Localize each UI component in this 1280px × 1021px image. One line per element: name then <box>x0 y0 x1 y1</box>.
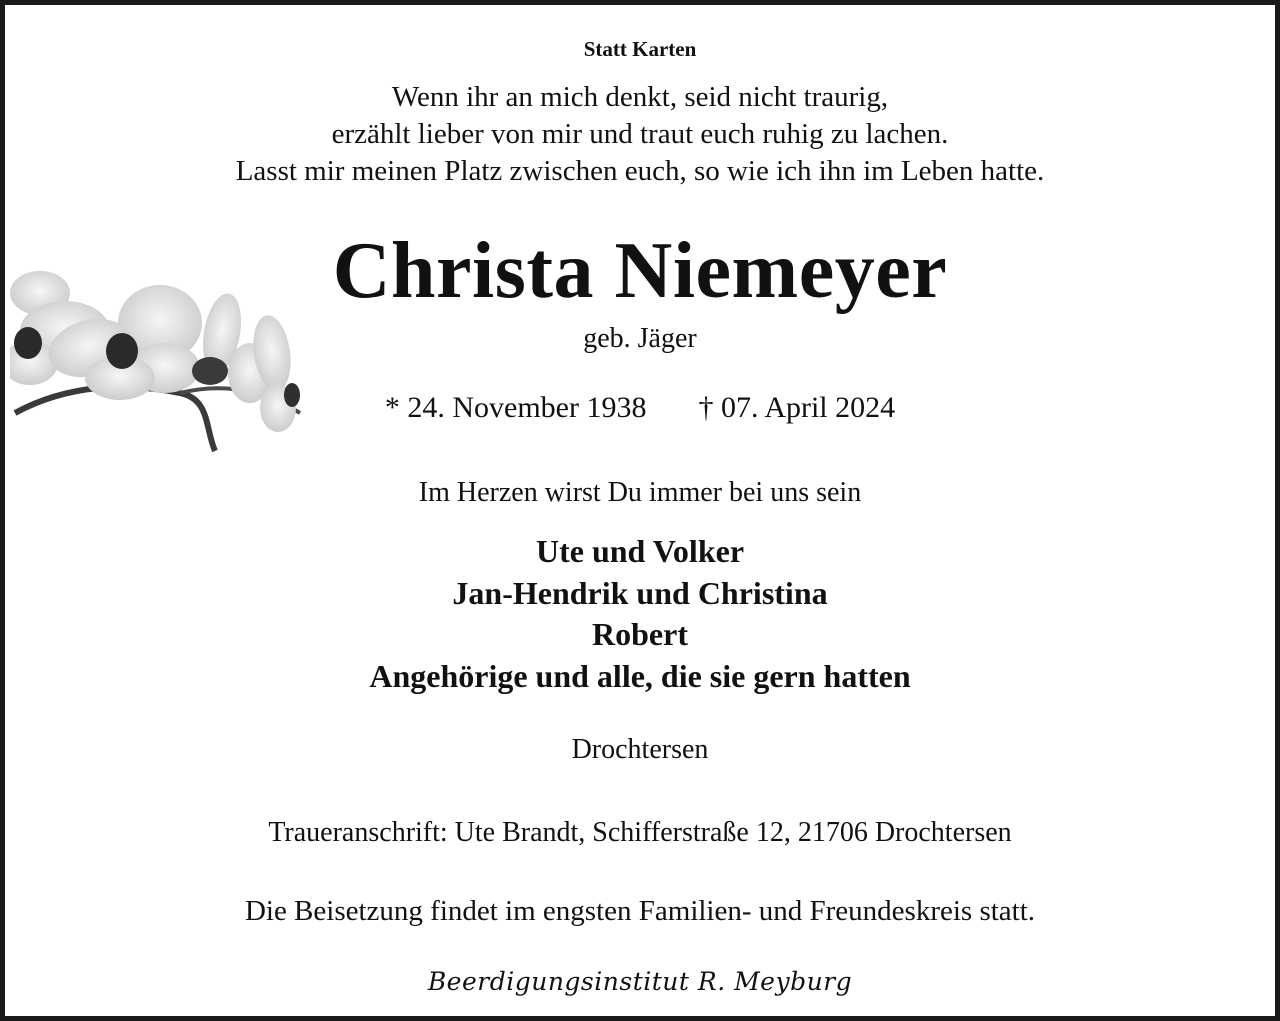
funeral-note: Die Beisetzung findet im engsten Familien- und Freundeskreis statt. <box>244 895 1036 927</box>
deceased-name: Christa Niemeyer <box>332 227 948 315</box>
life-dates <box>5 391 1275 425</box>
poem-line: erzählt lieber von mir und traut euch ruhig zu lachen. <box>331 118 949 150</box>
death-date: † 07. April 2024 <box>698 391 896 424</box>
mourner-line: Ute und Volker <box>535 533 745 569</box>
mourning-address: Traueranschrift: Ute Brandt, Schifferstraße 12, 21706 Drochtersen <box>268 817 1012 848</box>
header-text: Statt Karten <box>583 37 697 61</box>
birth-date: * 24. November 1938 <box>384 391 647 424</box>
mourner-line: Jan-Hendrik und Christina <box>452 574 828 611</box>
mourner-line: Angehörige und alle, die sie gern hatten <box>369 657 911 694</box>
poem <box>5 79 1275 190</box>
mourners-list <box>5 531 1275 697</box>
maiden-name: geb. Jäger <box>583 323 697 354</box>
mourner-line: Robert <box>592 616 688 652</box>
undertaker-signature: Beerdigungsinstitut R. Meyburg <box>427 967 853 996</box>
place-text: Drochtersen <box>571 734 709 765</box>
poem-line: Lasst mir meinen Platz zwischen euch, so wie ich ihn im Leben hatte. <box>235 155 1045 187</box>
poem-line: Wenn ihr an mich denkt, seid nicht traurig, <box>391 81 889 113</box>
motto-text: Im Herzen wirst Du immer bei uns sein <box>418 477 862 508</box>
